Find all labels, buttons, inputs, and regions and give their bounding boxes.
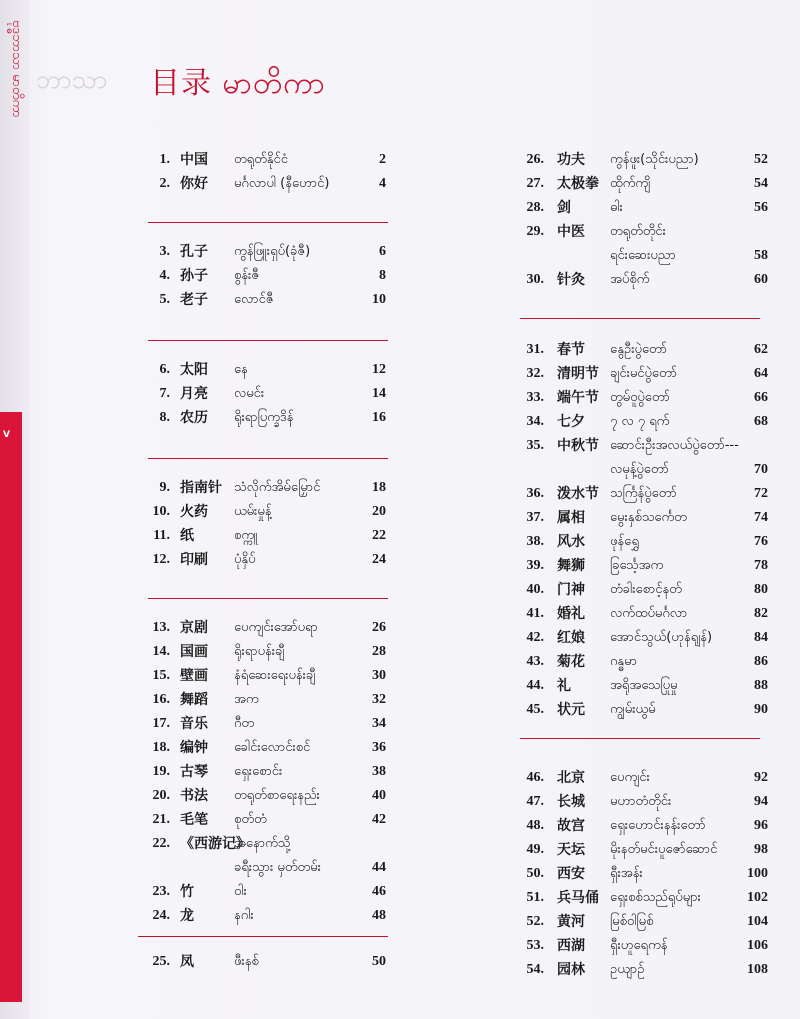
entry-page-number[interactable]: 28 bbox=[372, 644, 386, 659]
entry-chinese-title: 《西游记》 bbox=[180, 836, 250, 852]
entry-page-number[interactable]: 4 bbox=[379, 176, 386, 191]
entry-page-number[interactable]: 36 bbox=[372, 740, 386, 755]
entry-burmese-title: အနောက်သို့ bbox=[234, 836, 291, 851]
entry-burmese-title: မြစ်ဝါမြစ် bbox=[610, 914, 654, 929]
toc-entry bbox=[0, 887, 800, 909]
entry-burmese-title: အက bbox=[234, 692, 259, 707]
toc-entry bbox=[0, 411, 800, 433]
toc-entry bbox=[0, 815, 800, 837]
entry-chinese-title: 中国 bbox=[180, 152, 208, 168]
toc-entry bbox=[0, 363, 800, 385]
entry-number: 33. bbox=[526, 390, 544, 405]
entry-number: 41. bbox=[526, 606, 544, 621]
entry-burmese-title: ရှေးစောင်း bbox=[234, 764, 283, 779]
entry-chinese-title: 黄河 bbox=[557, 914, 585, 930]
entry-page-number[interactable]: 90 bbox=[754, 702, 768, 717]
entry-number: 15. bbox=[152, 668, 170, 683]
toc-entry bbox=[0, 507, 800, 529]
entry-number: 36. bbox=[526, 486, 544, 501]
entry-chinese-title: 老子 bbox=[180, 292, 208, 308]
toc-entry bbox=[0, 911, 800, 933]
toc-entry bbox=[0, 863, 800, 885]
entry-chinese-title: 春节 bbox=[557, 342, 585, 358]
entry-burmese-title: ဥယျာဉ် bbox=[610, 962, 645, 977]
entry-burmese-title: ဆောင်းဦးအလယ်ပွဲတော်--- bbox=[610, 438, 739, 453]
entry-number: 14. bbox=[152, 644, 170, 659]
entry-burmese-title: လမုန့်ပွဲတော် bbox=[610, 462, 669, 477]
entry-burmese-title: ခရီးသွား မှတ်တမ်း bbox=[234, 860, 321, 875]
toc-entry bbox=[0, 289, 800, 311]
entry-page-number[interactable]: 70 bbox=[754, 462, 768, 477]
entry-burmese-title: တရုတ်နိုင်ငံ bbox=[234, 152, 288, 167]
entry-chinese-title: 西安 bbox=[557, 866, 585, 882]
entry-burmese-title: မွေးနှစ်သင်္ကေတ bbox=[610, 510, 687, 525]
entry-chinese-title: 凤 bbox=[180, 954, 194, 970]
entry-number: 46. bbox=[526, 770, 544, 785]
entry-burmese-title: အပ်စိုက် bbox=[610, 272, 650, 287]
toc-entry bbox=[0, 699, 800, 721]
entry-page-number[interactable]: 40 bbox=[372, 788, 386, 803]
entry-page-number[interactable]: 76 bbox=[754, 534, 768, 549]
entry-chinese-title: 兵马俑 bbox=[557, 890, 599, 906]
entry-page-number[interactable]: 92 bbox=[754, 770, 768, 785]
entry-chinese-title: 壁画 bbox=[180, 668, 208, 684]
section-divider bbox=[148, 222, 388, 223]
entry-page-number[interactable]: 8 bbox=[379, 268, 386, 283]
entry-chinese-title: 园林 bbox=[557, 962, 585, 978]
page-title: 目录 မာတိကာ bbox=[150, 66, 326, 101]
entry-burmese-title: ဓါး bbox=[610, 200, 623, 215]
entry-burmese-title: ရှေးစစ်သည်ရုပ်များ bbox=[610, 890, 701, 905]
entry-number: 48. bbox=[526, 818, 544, 833]
entry-page-number[interactable]: 58 bbox=[754, 248, 768, 263]
entry-burmese-title: ရှေးဟောင်းနန်းတော် bbox=[610, 818, 706, 833]
entry-chinese-title: 音乐 bbox=[180, 716, 208, 732]
entry-number: 2. bbox=[159, 176, 170, 191]
entry-number: 28. bbox=[526, 200, 544, 215]
entry-page-number[interactable]: 32 bbox=[372, 692, 386, 707]
entry-page-number[interactable]: 62 bbox=[754, 342, 768, 357]
entry-burmese-title: ဖီးနစ် bbox=[234, 954, 259, 969]
entry-page-number[interactable]: 56 bbox=[754, 200, 768, 215]
section-divider bbox=[148, 340, 388, 341]
entry-page-number[interactable]: 38 bbox=[372, 764, 386, 779]
entry-page-number[interactable]: 100 bbox=[747, 866, 768, 881]
entry-number: 17. bbox=[152, 716, 170, 731]
entry-number: 4. bbox=[159, 268, 170, 283]
entry-burmese-title: စုတ်တံ bbox=[234, 812, 267, 827]
entry-chinese-title: 风水 bbox=[557, 534, 585, 550]
toc-entry bbox=[0, 173, 800, 195]
entry-number: 42. bbox=[526, 630, 544, 645]
entry-number: 6. bbox=[159, 362, 170, 377]
entry-page-number[interactable]: 94 bbox=[754, 794, 768, 809]
entry-number: 38. bbox=[526, 534, 544, 549]
entry-burmese-title: တရုတ်တိုင်း bbox=[610, 224, 666, 239]
entry-burmese-title: နံရံဆေးရေးပန်းချီ bbox=[234, 668, 316, 683]
toc-entry bbox=[0, 435, 800, 457]
entry-number: 49. bbox=[526, 842, 544, 857]
entry-chinese-title: 古琴 bbox=[180, 764, 208, 780]
entry-burmese-title: ဂီတ bbox=[234, 716, 255, 731]
entry-page-number[interactable]: 10 bbox=[372, 292, 386, 307]
section-divider bbox=[520, 738, 760, 739]
entry-chinese-title: 火药 bbox=[180, 504, 208, 520]
entry-page-number[interactable]: 50 bbox=[372, 954, 386, 969]
entry-number: 27. bbox=[526, 176, 544, 191]
toc-entry bbox=[0, 737, 800, 759]
toc-entry bbox=[0, 675, 800, 697]
entry-chinese-title: 属相 bbox=[557, 510, 585, 526]
entry-number: 45. bbox=[526, 702, 544, 717]
entry-chinese-title: 剑 bbox=[557, 200, 571, 216]
entry-burmese-title: နေ bbox=[234, 362, 248, 377]
entry-chinese-title: 国画 bbox=[180, 644, 208, 660]
entry-chinese-title: 孔子 bbox=[180, 244, 208, 260]
entry-burmese-title: ပေကျင်းအော်ပရာ bbox=[234, 620, 318, 635]
entry-number: 11. bbox=[153, 528, 170, 543]
entry-burmese-title: ၇ လ ၇ ရက် bbox=[610, 414, 670, 429]
entry-page-number[interactable]: 60 bbox=[754, 272, 768, 287]
toc-entry bbox=[0, 603, 800, 625]
entry-page-number[interactable]: 64 bbox=[754, 366, 768, 381]
entry-burmese-title: သင်္ကြန်ပွဲတော် bbox=[610, 486, 677, 501]
entry-chinese-title: 长城 bbox=[557, 794, 585, 810]
entry-burmese-title: ပေကျင်း bbox=[610, 770, 650, 785]
entry-burmese-title: ဂန္ဓမာ bbox=[610, 654, 637, 669]
toc-entry bbox=[0, 483, 800, 505]
entry-page-number[interactable]: 86 bbox=[754, 654, 768, 669]
entry-number: 43. bbox=[526, 654, 544, 669]
entry-chinese-title: 竹 bbox=[180, 884, 194, 900]
entry-burmese-title: ခြင်္သေ့အက bbox=[610, 558, 664, 573]
entry-burmese-title: ချင်းမင်ပွဲတော် bbox=[610, 366, 677, 381]
entry-page-number[interactable]: 74 bbox=[754, 510, 768, 525]
entry-chinese-title: 七夕 bbox=[557, 414, 585, 430]
entry-page-number[interactable]: 30 bbox=[372, 668, 386, 683]
entry-page-number[interactable]: 102 bbox=[747, 890, 768, 905]
section-divider bbox=[138, 936, 388, 937]
side-running-header: ဗုဒ္ဓဘာသာ မာတိကာ bbox=[9, 20, 24, 118]
entry-number: 39. bbox=[526, 558, 544, 573]
toc-entry bbox=[0, 245, 800, 267]
entry-page-number[interactable]: 78 bbox=[754, 558, 768, 573]
entry-chinese-title: 天坛 bbox=[557, 842, 585, 858]
entry-number: 19. bbox=[152, 764, 170, 779]
entry-page-number[interactable]: 108 bbox=[747, 962, 768, 977]
entry-chinese-title: 中秋节 bbox=[557, 438, 599, 454]
entry-burmese-title: လောင်ဇီ bbox=[234, 292, 274, 307]
section-divider bbox=[520, 318, 760, 319]
entry-chinese-title: 端午节 bbox=[557, 390, 599, 406]
entry-burmese-title: ကွန်ဖူး(သိုင်းပညာ) bbox=[610, 152, 699, 167]
entry-chinese-title: 毛笔 bbox=[180, 812, 208, 828]
entry-burmese-title: မဟာတံတိုင်း bbox=[610, 794, 672, 809]
section-divider bbox=[148, 458, 388, 459]
entry-chinese-title: 中医 bbox=[557, 224, 585, 240]
entry-page-number[interactable]: 12 bbox=[372, 362, 386, 377]
toc-entry bbox=[0, 651, 800, 673]
entry-page-number[interactable]: 6 bbox=[379, 244, 386, 259]
entry-chinese-title: 指南针 bbox=[180, 480, 222, 496]
entry-page-number[interactable]: 88 bbox=[754, 678, 768, 693]
entry-page-number[interactable]: 96 bbox=[754, 818, 768, 833]
entry-page-number[interactable]: 68 bbox=[754, 414, 768, 429]
entry-chinese-title: 编钟 bbox=[180, 740, 208, 756]
entry-number: 16. bbox=[152, 692, 170, 707]
entry-chinese-title: 你好 bbox=[180, 176, 208, 192]
entry-burmese-title: ခေါင်းလောင်းစင် bbox=[234, 740, 311, 755]
entry-number: 54. bbox=[526, 962, 544, 977]
toc-entry bbox=[0, 531, 800, 553]
entry-burmese-title: မိုးနတ်မင်းပူဇော်ဆောင် bbox=[610, 842, 718, 857]
entry-page-number[interactable]: 2 bbox=[379, 152, 386, 167]
toc-entry bbox=[0, 339, 800, 361]
toc-entry bbox=[0, 627, 800, 649]
entry-chinese-title: 西湖 bbox=[557, 938, 585, 954]
entry-page-number[interactable]: 26 bbox=[372, 620, 386, 635]
entry-number: 37. bbox=[526, 510, 544, 525]
entry-number: 32. bbox=[526, 366, 544, 381]
ghost-title: ဘာသာ bbox=[36, 65, 108, 95]
entry-burmese-title: တွမ်ဝူပွဲတော် bbox=[610, 390, 670, 405]
entry-page-number[interactable]: 80 bbox=[754, 582, 768, 597]
entry-page-number[interactable]: 106 bbox=[747, 938, 768, 953]
entry-chinese-title: 印刷 bbox=[180, 552, 208, 568]
entry-number: 24. bbox=[152, 908, 170, 923]
entry-number: 50. bbox=[526, 866, 544, 881]
entry-page-number[interactable]: 104 bbox=[747, 914, 768, 929]
entry-page-number[interactable]: 46 bbox=[372, 884, 386, 899]
entry-chinese-title: 京剧 bbox=[180, 620, 208, 636]
entry-chinese-title: 北京 bbox=[557, 770, 585, 786]
entry-page-number[interactable]: 98 bbox=[754, 842, 768, 857]
entry-burmese-title: အောင်သွယ်(ဟုန်ရျန်) bbox=[610, 630, 713, 645]
toc-entry bbox=[0, 387, 800, 409]
toc-entry bbox=[0, 459, 800, 481]
entry-chinese-title: 纸 bbox=[180, 528, 194, 544]
tab-label: V bbox=[3, 430, 10, 440]
entry-number: 8. bbox=[159, 410, 170, 425]
entry-page-number[interactable]: 16 bbox=[372, 410, 386, 425]
entry-number: 20. bbox=[152, 788, 170, 803]
entry-number: 1. bbox=[159, 152, 170, 167]
entry-burmese-title: စက္ကူ bbox=[234, 528, 258, 543]
entry-number: 29. bbox=[526, 224, 544, 239]
entry-number: 26. bbox=[526, 152, 544, 167]
entry-number: 22. bbox=[152, 836, 170, 851]
entry-burmese-title: ဝါး bbox=[234, 884, 247, 899]
entry-number: 21. bbox=[152, 812, 170, 827]
entry-chinese-title: 功夫 bbox=[557, 152, 585, 168]
entry-burmese-title: စွန်းဇီ bbox=[234, 268, 260, 283]
entry-chinese-title: 书法 bbox=[180, 788, 208, 804]
entry-burmese-title: နွေဦးပွဲတော် bbox=[610, 342, 668, 357]
entry-number: 3. bbox=[159, 244, 170, 259]
entry-burmese-title: ယမ်းမှုန့် bbox=[234, 504, 272, 519]
entry-number: 34. bbox=[526, 414, 544, 429]
entry-number: 7. bbox=[159, 386, 170, 401]
entry-chinese-title: 舞狮 bbox=[557, 558, 585, 574]
section-divider bbox=[148, 598, 388, 599]
entry-page-number[interactable]: 84 bbox=[754, 630, 768, 645]
entry-page-number[interactable]: 66 bbox=[754, 390, 768, 405]
entry-number: 18. bbox=[152, 740, 170, 755]
entry-number: 51. bbox=[526, 890, 544, 905]
entry-page-number[interactable]: 34 bbox=[372, 716, 386, 731]
entry-burmese-title: ရိုးရာပန်းချီ bbox=[234, 644, 285, 659]
toc-entry bbox=[0, 197, 800, 219]
entry-burmese-title: လမင်း bbox=[234, 386, 265, 401]
entry-page-number[interactable]: 14 bbox=[372, 386, 386, 401]
entry-burmese-title: အရိုအသေပြုမှု bbox=[610, 678, 678, 693]
entry-burmese-title: ကွန်ဖြူးရှပ်(ခုံဇီ) bbox=[234, 244, 311, 259]
entry-number: 52. bbox=[526, 914, 544, 929]
toc-entry bbox=[0, 767, 800, 789]
entry-page-number[interactable]: 54 bbox=[754, 176, 768, 191]
entry-number: 25. bbox=[152, 954, 170, 969]
entry-burmese-title: ဖုန်ရွှေ bbox=[610, 534, 639, 549]
entry-chinese-title: 红娘 bbox=[557, 630, 585, 646]
entry-page-number[interactable]: 42 bbox=[372, 812, 386, 827]
toc-entry bbox=[0, 959, 800, 981]
toc-entry bbox=[0, 269, 800, 291]
entry-number: 47. bbox=[526, 794, 544, 809]
entry-chinese-title: 礼 bbox=[557, 678, 571, 694]
entry-page-number[interactable]: 72 bbox=[754, 486, 768, 501]
entry-burmese-title: ကျွမ်းယွမ် bbox=[610, 702, 656, 717]
entry-burmese-title: ပုံနှိပ် bbox=[234, 552, 256, 567]
toc-entry bbox=[0, 839, 800, 861]
entry-page-number[interactable]: 24 bbox=[372, 552, 386, 567]
entry-chinese-title: 状元 bbox=[557, 702, 585, 718]
entry-page-number[interactable]: 52 bbox=[754, 152, 768, 167]
entry-number: 40. bbox=[526, 582, 544, 597]
entry-number: 10. bbox=[152, 504, 170, 519]
entry-number: 31. bbox=[526, 342, 544, 357]
entry-burmese-title: တံခါးစောင့်နတ် bbox=[610, 582, 682, 597]
entry-burmese-title: နဂါး bbox=[234, 908, 254, 923]
entry-burmese-title: လက်ထပ်မင်္ဂလာ bbox=[610, 606, 688, 621]
entry-chinese-title: 故宫 bbox=[557, 818, 585, 834]
entry-chinese-title: 舞蹈 bbox=[180, 692, 208, 708]
entry-number: 53. bbox=[526, 938, 544, 953]
entry-page-number[interactable]: 20 bbox=[372, 504, 386, 519]
entry-chinese-title: 龙 bbox=[180, 908, 194, 924]
entry-burmese-title: ရှီးဟူရေကန် bbox=[610, 938, 668, 953]
entry-chinese-title: 太极拳 bbox=[557, 176, 599, 192]
toc-entry bbox=[0, 555, 800, 577]
entry-number: 13. bbox=[152, 620, 170, 635]
toc-entry bbox=[0, 935, 800, 957]
entry-page-number[interactable]: 82 bbox=[754, 606, 768, 621]
entry-burmese-title: သံလိုက်အိမ်မြှောင် bbox=[234, 480, 321, 495]
entry-page-number[interactable]: 18 bbox=[372, 480, 386, 495]
entry-chinese-title: 婚礼 bbox=[557, 606, 585, 622]
entry-number: 35. bbox=[526, 438, 544, 453]
entry-page-number[interactable]: 22 bbox=[372, 528, 386, 543]
entry-burmese-title: ထိုက်ကျိ bbox=[610, 176, 651, 191]
entry-chinese-title: 清明节 bbox=[557, 366, 599, 382]
entry-chinese-title: 泼水节 bbox=[557, 486, 599, 502]
entry-page-number[interactable]: 44 bbox=[372, 860, 386, 875]
entry-burmese-title: တရုတ်စာရေးနည်း bbox=[234, 788, 320, 803]
entry-number: 30. bbox=[526, 272, 544, 287]
entry-number: 5. bbox=[159, 292, 170, 307]
entry-page-number[interactable]: 48 bbox=[372, 908, 386, 923]
entry-chinese-title: 菊花 bbox=[557, 654, 585, 670]
entry-number: 23. bbox=[152, 884, 170, 899]
entry-chinese-title: 孙子 bbox=[180, 268, 208, 284]
entry-number: 9. bbox=[159, 480, 170, 495]
toc-entry bbox=[0, 791, 800, 813]
entry-chinese-title: 门神 bbox=[557, 582, 585, 598]
toc-entry bbox=[0, 579, 800, 601]
entry-burmese-title: ရိုးရာပြက္ခဒိန် bbox=[234, 410, 294, 425]
entry-number: 44. bbox=[526, 678, 544, 693]
entry-chinese-title: 针灸 bbox=[557, 272, 585, 288]
entry-chinese-title: 太阳 bbox=[180, 362, 208, 378]
entry-burmese-title: ရင်းဆေးပညာ bbox=[610, 248, 676, 263]
toc-entry bbox=[0, 221, 800, 243]
toc-entry bbox=[0, 149, 800, 171]
entry-chinese-title: 月亮 bbox=[180, 386, 208, 402]
entry-number: 12. bbox=[152, 552, 170, 567]
entry-burmese-title: မင်္ဂလာပါ (နီဟောင်) bbox=[234, 176, 330, 191]
entry-burmese-title: ရှီးအန်း bbox=[610, 866, 643, 881]
entry-chinese-title: 农历 bbox=[180, 410, 208, 426]
